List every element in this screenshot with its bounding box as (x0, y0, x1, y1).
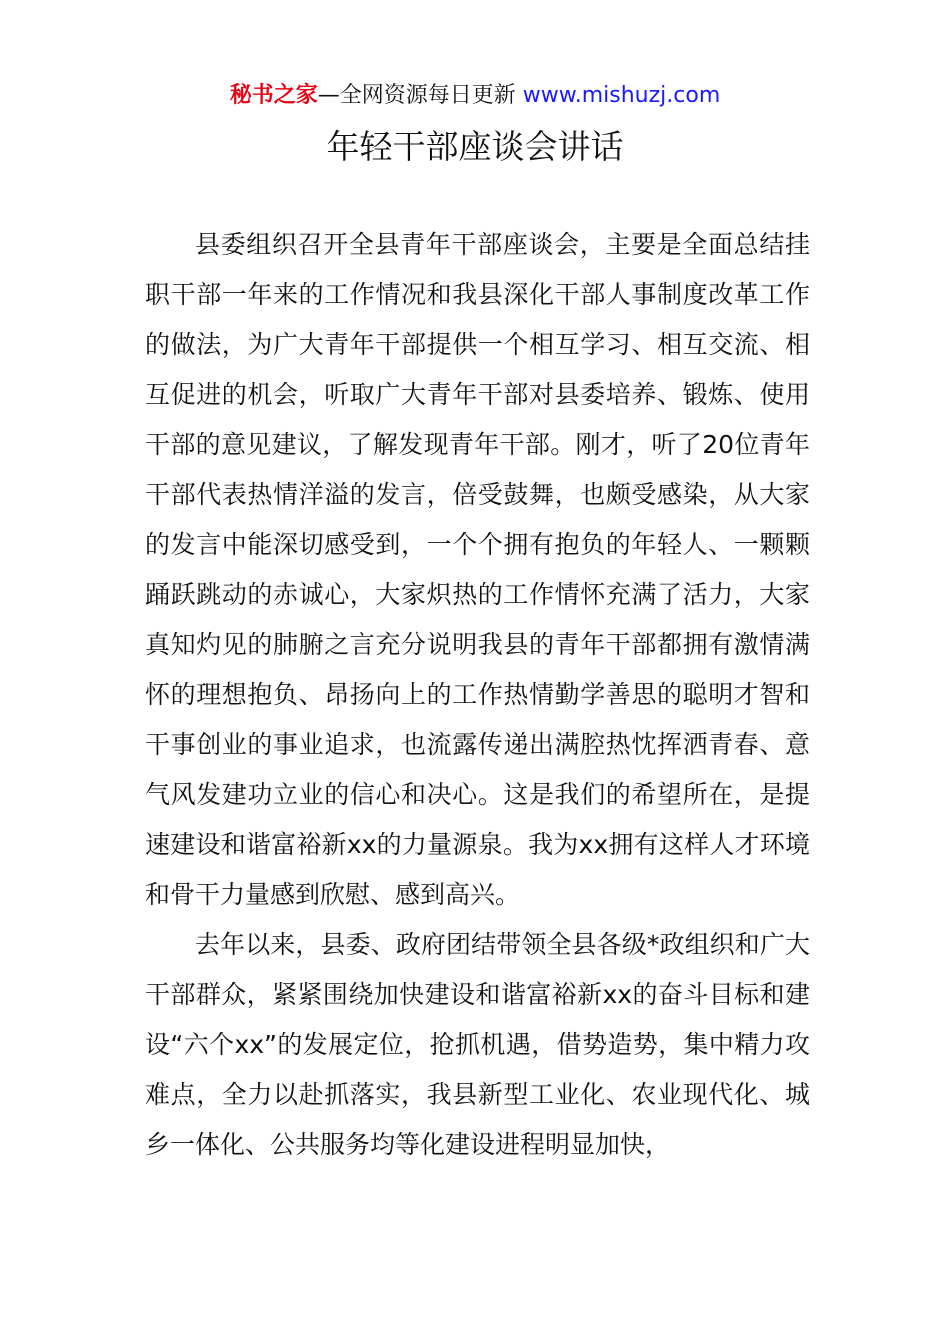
paragraph-2: 去年以来，县委、政府团结带领全县各级*政组织和广大干部群众，紧紧围绕加快建设和谐富裕新xx的奋斗目标和建设“六个xx”的发展定位，抢抓机遇，借势造势，集中精力攻难点，全力以赴抓落实，我县新型工业化、农业现代化、城乡一体化、公共服务均等化建设进程明显加快， (145, 930, 810, 1159)
document-title: 年轻干部座谈会讲话 (326, 127, 624, 166)
paragraph-1: 县委组织召开全县青年干部座谈会，主要是全面总结挂职干部一年来的工作情况和我县深化干部人事制度改革工作的做法，为广大青年干部提供一个相互学习、相互交流、相互促进的机会，听取广大青年干部对县委培养、锻炼、使用干部的意见建议，了解发现青年干部。刚才，听了20位青年干部代表热情洋溢的发言，倍受鼓舞，也颇受感染，从大家的发言中能深切感受到，一个个拥有抱负的年轻人、一颗颗踊跃跳动的赤诚心，大家炽热的工作情怀充满了活力，大家真知灼见的肺腑之言充分说明我县的青年干部都拥有激情满怀的理想抱负、昂扬向上的工作热情勤学善思的聪明才智和干事创业的事业追求，也流露传递出满腔热忱挥洒青春、意气风发建功立业的信心和决心。这是我们的希望所在，是提速建设和谐富裕新xx的力量源泉。我为xx拥有这样人才环境和骨干力量感到欣慰、感到高兴。 (145, 230, 810, 909)
document-body (145, 220, 810, 1170)
site-brand: 秘书之家 (229, 83, 318, 108)
site-banner (0, 80, 950, 112)
site-url-link[interactable]: www.mishuzj.com (522, 83, 721, 108)
site-slogan: —全网资源每日更新 (317, 83, 523, 108)
